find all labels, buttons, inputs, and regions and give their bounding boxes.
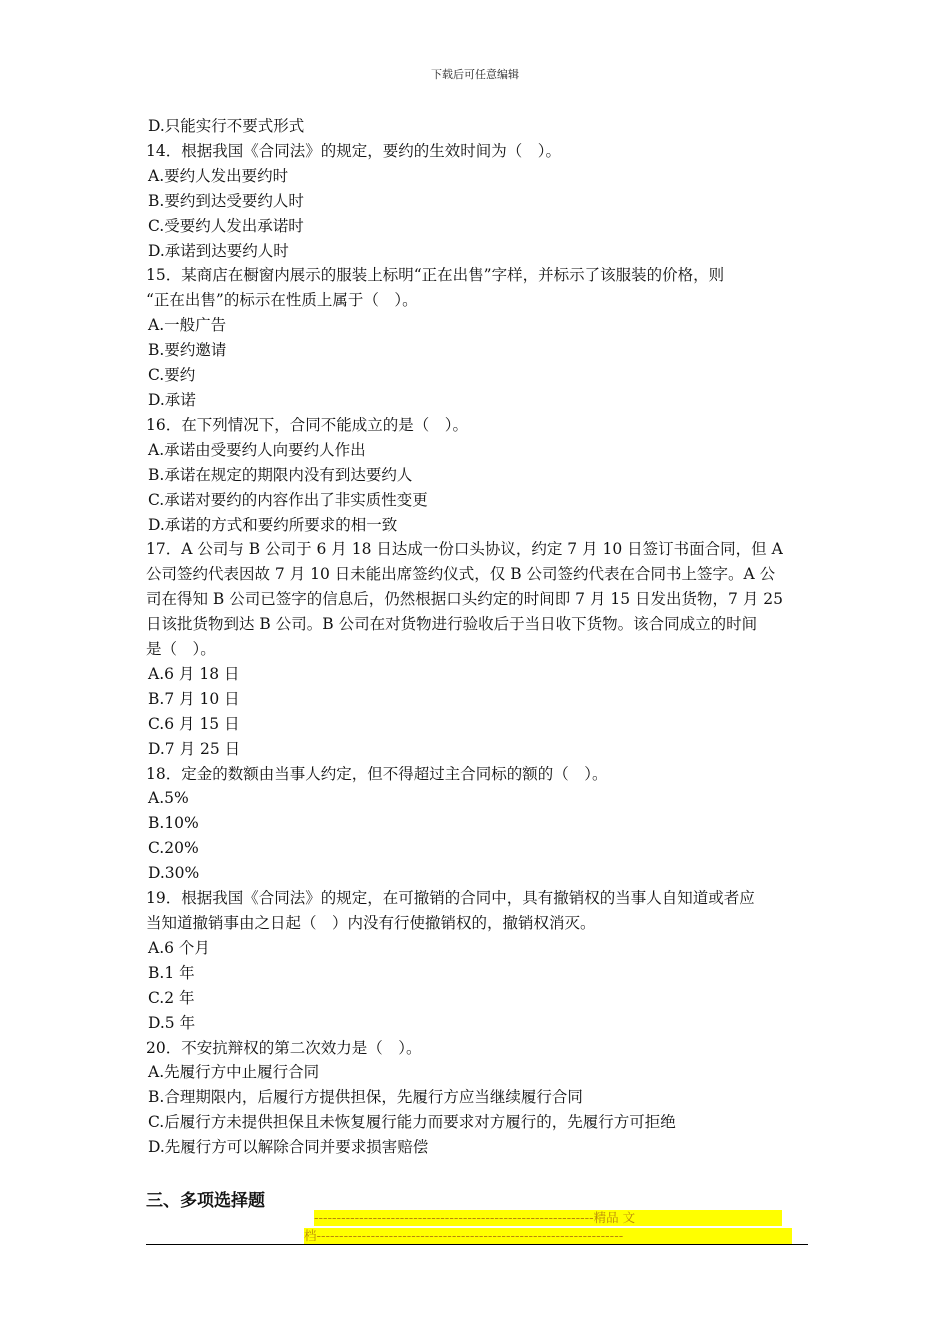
document-body [146, 114, 808, 1160]
question-17-cont: 司在得知 B 公司已签字的信息后，仍然根据口头约定的时间即 7 月 15 日发出货物，7 月 25 [146, 590, 783, 609]
option-line: C.6 月 15 日 [148, 714, 240, 733]
footer-highlight-line-1: --------------------------------------------------------------精品 文 [314, 1210, 782, 1226]
question-16: 16．在下列情况下，合同不能成立的是（ ）。 [146, 415, 468, 434]
option-line: C.受要约人发出承诺时 [148, 216, 304, 235]
section-title: 三、多项选择题 [146, 1191, 265, 1211]
option-line: A.承诺由受要约人向要约人作出 [148, 440, 366, 459]
question-17-cont: 公司签约代表因故 7 月 10 日未能出席签约仪式，仅 B 公司签约代表在合同书上签字。A 公 [146, 565, 776, 584]
option-line: C.20% [148, 839, 199, 858]
option-line: D.30% [148, 864, 200, 883]
option-line: D.承诺 [148, 390, 196, 409]
option-line: B.要约邀请 [148, 341, 227, 360]
option-line: B.承诺在规定的期限内没有到达要约人 [148, 465, 413, 484]
question-17-cont: 日该批货物到达 B 公司。B 公司在对货物进行验收后于当日收下货物。该合同成立的时间 [146, 615, 758, 634]
footer-highlight-line-2: 档-------------------------------------------------------------------- [304, 1228, 792, 1244]
question-14: 14．根据我国《合同法》的规定，要约的生效时间为（ ）。 [146, 141, 561, 160]
question-15-cont: “正在出售”的标示在性质上属于（ ）。 [146, 291, 418, 310]
option-line: C.要约 [148, 366, 196, 385]
option-line: B.1 年 [148, 963, 195, 982]
question-18: 18．定金的数额由当事人约定，但不得超过主合同标的额的（ ）。 [146, 764, 608, 783]
question-15: 15．某商店在橱窗内展示的服装上标明“正在出售”字样，并标示了该服装的价格，则 [146, 266, 725, 285]
option-line: A.先履行方中止履行合同 [148, 1063, 320, 1082]
option-line: C.2 年 [148, 988, 195, 1007]
option-line: C.承诺对要约的内容作出了非实质性变更 [148, 490, 428, 509]
option-line: B.合理期限内，后履行方提供担保，先履行方应当继续履行合同 [148, 1088, 583, 1107]
option-line: B.7 月 10 日 [148, 689, 240, 708]
option-line: C.后履行方未提供担保且未恢复履行能力而要求对方履行的，先履行方可拒绝 [148, 1113, 676, 1132]
option-line: D.只能实行不要式形式 [148, 117, 305, 135]
option-line: A.5% [148, 789, 189, 808]
option-line: D.先履行方可以解除合同并要求损害赔偿 [148, 1138, 429, 1157]
option-line: D.承诺到达要约人时 [148, 241, 289, 260]
option-line: D.5 年 [148, 1013, 196, 1032]
option-line: A.一般广告 [148, 316, 227, 335]
option-line: A.要约人发出要约时 [148, 166, 289, 185]
option-line: A.6 个月 [148, 938, 210, 957]
option-line: D.7 月 25 日 [148, 739, 241, 758]
question-17-cont: 是（ ）。 [146, 640, 216, 659]
option-line: B.10% [148, 814, 199, 833]
question-20: 20．不安抗辩权的第二次效力是（ ）。 [146, 1038, 422, 1057]
option-line: D.承诺的方式和要约所要求的相一致 [148, 515, 398, 534]
option-line: A.6 月 18 日 [148, 664, 240, 683]
question-19: 19．根据我国《合同法》的规定，在可撤销的合同中，具有撤销权的当事人自知道或者应 [146, 889, 755, 908]
footer-divider [146, 1244, 808, 1245]
option-line: B.要约到达受要约人时 [148, 191, 304, 210]
page-header: 下载后可任意编辑 [431, 68, 519, 81]
question-17: 17．A 公司与 B 公司于 6 月 18 日达成一份口头协议，约定 7 月 10 日签订书面合同，但 A [146, 540, 783, 559]
question-19-cont: 当知道撤销事由之日起（ ）内没有行使撤销权的，撤销权消灭。 [146, 914, 596, 932]
